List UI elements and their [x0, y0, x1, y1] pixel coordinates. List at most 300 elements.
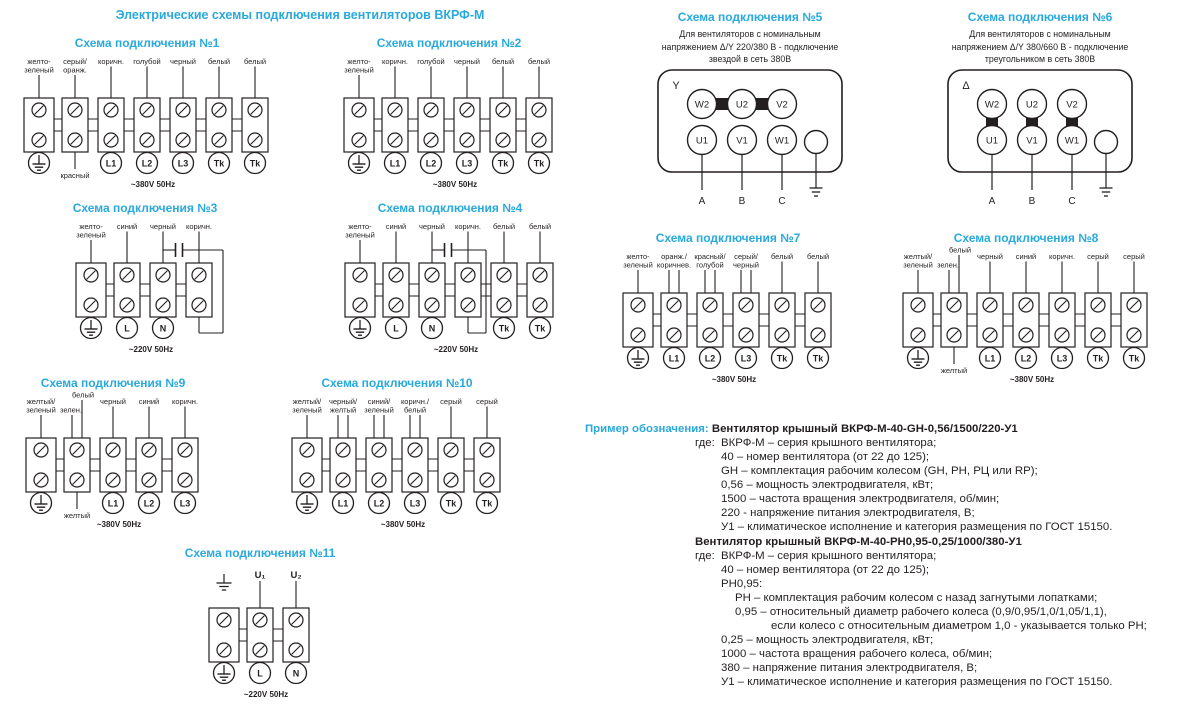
- screw-terminal-icon: [248, 133, 262, 147]
- scheme-3: [45, 201, 245, 362]
- screw-terminal-icon: [444, 443, 458, 457]
- page-title: Электрические схемы подключения вентиляторов ВКРФ-М: [115, 8, 485, 22]
- svg-text:L2: L2: [704, 353, 716, 364]
- screw-terminal-icon: [408, 473, 422, 487]
- screw-terminal-icon: [911, 328, 925, 342]
- motor-terminal: [768, 125, 797, 154]
- scheme-2: [330, 36, 568, 197]
- terminal-id: [139, 493, 160, 514]
- svg-text:U₁: U₁: [254, 570, 266, 581]
- svg-text:зеленый: зеленый: [26, 405, 56, 415]
- example-2-lines: [721, 549, 1184, 689]
- terminal-block: [1085, 252, 1111, 347]
- scheme-8-title: Схема подключения №8: [953, 231, 1099, 245]
- screw-terminal-icon: [300, 473, 314, 487]
- screw-terminal-icon: [703, 328, 717, 342]
- scheme-1-diagram: [10, 52, 284, 197]
- svg-text:черный/: черный/: [328, 397, 358, 406]
- screw-terminal-icon: [532, 133, 546, 147]
- terminal-block: [417, 57, 444, 152]
- example-line: У1 – климатическое исполнение и категория размещения по ГОСТ 15150.: [721, 676, 1113, 688]
- ground-terminal-icon: [349, 153, 370, 174]
- terminal-block: [172, 397, 198, 492]
- terminal-id: [477, 493, 498, 514]
- terminal-id: [333, 493, 354, 514]
- screw-terminal-icon: [425, 298, 439, 312]
- svg-text:синий: синий: [1015, 252, 1037, 261]
- svg-text:L1: L1: [107, 498, 119, 509]
- svg-text:коричн.: коричн.: [381, 57, 409, 66]
- scheme-4-diagram: [328, 217, 572, 362]
- screw-terminal-icon: [176, 103, 190, 117]
- svg-text:L: L: [257, 668, 263, 679]
- svg-text:Δ: Δ: [962, 79, 970, 92]
- screw-terminal-icon: [532, 103, 546, 117]
- scheme-2-title: Схема подключения №2: [376, 36, 522, 50]
- screw-terminal-icon: [775, 328, 789, 342]
- screw-terminal-icon: [703, 298, 717, 312]
- desc-line: Для вентиляторов с номинальным: [679, 29, 821, 39]
- screw-terminal-icon: [32, 133, 46, 147]
- scheme-4-title: Схема подключения №4: [377, 201, 523, 215]
- terminal-strip-diagram: [331, 217, 569, 357]
- screw-terminal-icon: [1091, 328, 1105, 342]
- terminal-block: [133, 57, 160, 152]
- svg-text:U1: U1: [695, 134, 709, 146]
- terminal-id: [385, 153, 406, 174]
- svg-text:Tk: Tk: [498, 323, 510, 334]
- svg-text:L: L: [393, 323, 399, 334]
- screw-terminal-icon: [68, 133, 82, 147]
- screw-terminal-icon: [84, 268, 98, 282]
- svg-text:A: A: [988, 195, 996, 207]
- terminal-block: [623, 252, 653, 347]
- scheme-4: [328, 201, 572, 362]
- terminal-id: [152, 318, 173, 339]
- screw-terminal-icon: [372, 443, 386, 457]
- ground-terminal: [1095, 130, 1118, 153]
- svg-text:желтый/: желтый/: [26, 397, 56, 406]
- terminal-strip-diagram: [12, 392, 214, 532]
- svg-text:W1: W1: [1064, 134, 1080, 146]
- svg-text:L1: L1: [668, 353, 680, 364]
- svg-text:белый: белый: [491, 57, 515, 66]
- screw-terminal-icon: [1127, 328, 1141, 342]
- svg-text:N: N: [159, 323, 166, 334]
- svg-text:коричн.: коричн.: [1048, 252, 1076, 261]
- svg-text:Tk: Tk: [445, 498, 457, 509]
- desc-line: напряжением Δ/Y 220/380 В - подключение: [661, 41, 839, 52]
- svg-text:L3: L3: [409, 498, 421, 509]
- svg-text:Tk: Tk: [213, 158, 225, 169]
- terminal-block: [805, 252, 831, 347]
- screw-terminal-icon: [983, 298, 997, 312]
- screw-terminal-icon: [775, 298, 789, 312]
- scheme-8: [888, 231, 1164, 392]
- svg-text:коричн.: коричн.: [97, 57, 125, 66]
- example-line: РН0,95:: [721, 578, 763, 590]
- svg-text:белый: белый: [243, 57, 267, 66]
- svg-text:черный: черный: [454, 57, 480, 66]
- terminal-id: [808, 348, 829, 369]
- scheme-10-title: Схема подключения №10: [321, 376, 473, 390]
- svg-text:черный: черный: [100, 397, 126, 406]
- terminal-block: [209, 608, 239, 662]
- terminal-id: [245, 153, 266, 174]
- example-2-body: [695, 549, 1184, 689]
- example-1-heading: [585, 422, 1184, 436]
- svg-text:синий: синий: [385, 222, 407, 231]
- motor-terminal: [768, 89, 797, 118]
- svg-text:серый: серый: [1087, 252, 1109, 261]
- svg-text:серый/: серый/: [734, 252, 758, 261]
- screw-terminal-icon: [34, 443, 48, 457]
- svg-text:L1: L1: [337, 498, 349, 509]
- svg-text:белый: белый: [403, 405, 427, 415]
- svg-text:L3: L3: [1056, 353, 1068, 364]
- svg-text:коричн./: коричн./: [400, 397, 430, 406]
- svg-text:белый: белый: [71, 392, 95, 400]
- svg-text:белый: белый: [948, 247, 972, 255]
- ground-terminal-icon: [628, 348, 649, 369]
- svg-text:голубой: голубой: [133, 57, 161, 66]
- screw-terminal-icon: [947, 298, 961, 312]
- terminal-block: [977, 252, 1003, 347]
- terminal-block: [344, 57, 374, 152]
- motor-terminal-box-diagram: [650, 66, 850, 212]
- svg-text:L3: L3: [740, 353, 752, 364]
- desc-line: Для вентиляторов с номинальным: [969, 29, 1111, 39]
- svg-text:желтый/: желтый/: [903, 252, 933, 261]
- svg-text:серый/: серый/: [63, 57, 87, 66]
- screw-terminal-icon: [352, 133, 366, 147]
- screw-terminal-icon: [460, 133, 474, 147]
- motor-terminal: [978, 89, 1007, 118]
- scheme-11-title: Схема подключения №11: [184, 546, 336, 560]
- screw-terminal-icon: [631, 298, 645, 312]
- terminal-id: [493, 153, 514, 174]
- ground-terminal-icon: [908, 348, 929, 369]
- scheme-7: [602, 231, 854, 392]
- svg-text:L2: L2: [425, 158, 437, 169]
- example-1-body: [695, 436, 1184, 534]
- screw-terminal-icon: [497, 268, 511, 282]
- screw-terminal-icon: [1019, 298, 1033, 312]
- terminal-id: [529, 153, 550, 174]
- terminal-block: [364, 397, 394, 492]
- svg-text:желтый/: желтый/: [292, 397, 322, 406]
- example-line: У1 – климатическое исполнение и категория размещения по ГОСТ 15150.: [721, 521, 1113, 533]
- terminal-block: [24, 57, 54, 152]
- svg-text:черный: черный: [977, 252, 1003, 261]
- screw-terminal-icon: [631, 328, 645, 342]
- svg-text:желто-: желто-: [348, 222, 372, 231]
- svg-text:U2: U2: [1025, 98, 1039, 110]
- svg-text:голубой: голубой: [696, 260, 724, 270]
- screw-terminal-icon: [480, 473, 494, 487]
- motor-terminal: [728, 89, 757, 118]
- svg-text:N: N: [428, 323, 436, 334]
- example-line: 0,95 – относительный диаметр рабочего колеса (0,9/0,95/1,0/1,05/1,1),: [735, 606, 1107, 618]
- terminal-block: [454, 57, 480, 152]
- ground-terminal-icon: [297, 493, 318, 514]
- screw-terminal-icon: [156, 268, 170, 282]
- scheme-6: [890, 10, 1184, 217]
- motor-terminal: [1018, 125, 1047, 154]
- example-line: если колесо с относительным диаметром 1,0 - указывается только РН;: [771, 620, 1147, 632]
- svg-text:серый: серый: [440, 397, 462, 406]
- terminal-block: [1121, 252, 1147, 347]
- screw-terminal-icon: [34, 473, 48, 487]
- screw-terminal-icon: [533, 268, 547, 282]
- svg-text:зеленый: зеленый: [24, 65, 54, 75]
- svg-text:L3: L3: [179, 498, 191, 509]
- example-line: 1500 – частота вращения электродвигателя, об/мин;: [721, 493, 1000, 505]
- svg-text:L2: L2: [141, 158, 153, 169]
- ground-terminal-icon: [350, 318, 371, 339]
- svg-text:желтый: желтый: [940, 366, 968, 375]
- terminal-block: [185, 222, 211, 317]
- terminal-strip-diagram: [278, 392, 516, 532]
- motor-terminal: [1018, 89, 1047, 118]
- svg-text:коричн.: коричн.: [171, 397, 199, 406]
- scheme-7-diagram: [602, 247, 854, 392]
- screw-terminal-icon: [336, 443, 350, 457]
- scheme-2-diagram: [330, 52, 568, 197]
- scheme-10-diagram: [278, 392, 516, 537]
- screw-terminal-icon: [1127, 298, 1141, 312]
- ground-terminal-icon: [214, 663, 235, 684]
- svg-text:серый: серый: [1123, 252, 1145, 261]
- svg-text:L1: L1: [105, 158, 117, 169]
- svg-text:W2: W2: [694, 98, 710, 110]
- svg-text:коричн.: коричн.: [454, 222, 482, 231]
- svg-text:черный: черный: [419, 222, 445, 231]
- svg-text:~380V 50Hz: ~380V 50Hz: [130, 180, 176, 189]
- svg-text:Y: Y: [672, 79, 680, 92]
- screw-terminal-icon: [217, 613, 231, 627]
- terminal-id: [173, 153, 194, 174]
- svg-text:голубой: голубой: [417, 57, 445, 66]
- screw-terminal-icon: [1055, 328, 1069, 342]
- screw-terminal-icon: [176, 133, 190, 147]
- screw-terminal-icon: [533, 298, 547, 312]
- svg-text:L2: L2: [373, 498, 385, 509]
- svg-text:B: B: [1028, 195, 1036, 207]
- svg-text:L1: L1: [984, 353, 996, 364]
- screw-terminal-icon: [142, 443, 156, 457]
- terminal-block: [247, 570, 273, 662]
- screw-terminal-icon: [253, 613, 267, 627]
- terminal-strip-diagram: [609, 247, 847, 387]
- screw-terminal-icon: [156, 298, 170, 312]
- terminal-block: [694, 252, 726, 347]
- example-2-title: Вентилятор крышный ВКРФ-М-40-РН0,95-0,25/1000/380-У1: [695, 536, 1022, 548]
- svg-text:желто-: желто-: [27, 57, 51, 66]
- terminal-block: [114, 222, 140, 317]
- screw-terminal-icon: [739, 328, 753, 342]
- svg-text:желто-: желто-: [78, 222, 103, 231]
- terminal-id: [103, 493, 124, 514]
- svg-text:B: B: [738, 195, 746, 207]
- example-line: 0,56 – мощность электродвигателя, кВт;: [721, 479, 934, 491]
- terminal-block: [242, 57, 268, 152]
- svg-text:Tk: Tk: [776, 353, 788, 364]
- scheme-5-title: Схема подключения №5: [677, 10, 823, 24]
- terminal-block: [1049, 252, 1075, 347]
- scheme-6-diagram: [890, 66, 1184, 217]
- svg-text:белый: белый: [527, 57, 551, 66]
- screw-terminal-icon: [496, 103, 510, 117]
- example-line: 0,25 – мощность электродвигателя, кВт;: [721, 634, 934, 646]
- svg-text:N: N: [292, 668, 300, 679]
- screw-terminal-icon: [408, 443, 422, 457]
- screw-terminal-icon: [480, 443, 494, 457]
- terminal-block: [283, 570, 309, 662]
- screw-terminal-icon: [248, 103, 262, 117]
- screw-terminal-icon: [496, 133, 510, 147]
- terminal-block: [26, 397, 56, 492]
- terminal-strip-diagram: [330, 52, 568, 192]
- terminal-id: [422, 318, 443, 339]
- screw-terminal-icon: [1019, 328, 1033, 342]
- svg-text:Tk: Tk: [249, 158, 261, 169]
- svg-text:W1: W1: [774, 134, 790, 146]
- terminal-block: [438, 397, 464, 492]
- svg-text:Tk: Tk: [1128, 353, 1140, 364]
- example-1-lines: [721, 436, 1184, 534]
- svg-text:U1: U1: [985, 134, 999, 146]
- screw-terminal-icon: [32, 103, 46, 117]
- svg-text:~380V 50Hz: ~380V 50Hz: [1009, 375, 1055, 384]
- screw-terminal-icon: [983, 328, 997, 342]
- svg-text:зеленый: зеленый: [292, 405, 322, 415]
- screw-terminal-icon: [106, 443, 120, 457]
- terminal-id: [137, 153, 158, 174]
- ground-terminal-icon: [31, 493, 52, 514]
- terminal-block: [937, 247, 971, 347]
- terminal-id: [209, 153, 230, 174]
- terminal-id: [175, 493, 196, 514]
- screw-terminal-icon: [388, 103, 402, 117]
- screw-terminal-icon: [142, 473, 156, 487]
- svg-text:W2: W2: [984, 98, 1000, 110]
- svg-text:~380V 50Hz: ~380V 50Hz: [380, 520, 426, 529]
- motor-terminal: [1058, 89, 1087, 118]
- screw-terminal-icon: [1055, 298, 1069, 312]
- example-line: 380 – напряжение питания электродвигателя, В;: [721, 662, 978, 674]
- earth-icon: [217, 574, 232, 590]
- terminal-strip-diagram: [62, 217, 229, 357]
- terminal-block: [292, 397, 322, 492]
- motor-terminal: [688, 125, 717, 154]
- terminal-id: [116, 318, 137, 339]
- example-1-title: Вентилятор крышный ВКРФ-М-40-GH-0,56/1500/220-У1: [711, 423, 1018, 435]
- svg-text:белый: белый: [770, 252, 794, 261]
- terminal-id: [101, 153, 122, 174]
- terminal-id: [405, 493, 426, 514]
- screw-terminal-icon: [424, 103, 438, 117]
- svg-text:L1: L1: [389, 158, 401, 169]
- terminal-block: [62, 57, 88, 152]
- svg-text:~380V 50Hz: ~380V 50Hz: [432, 180, 478, 189]
- screw-terminal-icon: [104, 133, 118, 147]
- scheme-9: [8, 376, 218, 537]
- terminal-id: [736, 348, 757, 369]
- svg-text:зеленый: зеленый: [364, 405, 394, 415]
- screw-terminal-icon: [461, 298, 475, 312]
- terminal-block: [60, 392, 94, 492]
- svg-text:~220V 50Hz: ~220V 50Hz: [128, 345, 173, 354]
- example-line: РН – комплектация рабочим колесом с назад загнутыми лопатками;: [735, 592, 1098, 604]
- svg-text:Tk: Tk: [481, 498, 493, 509]
- svg-text:A: A: [698, 195, 706, 207]
- svg-text:белый: белый: [492, 222, 516, 231]
- screw-terminal-icon: [106, 473, 120, 487]
- svg-text:серый: серый: [476, 397, 498, 406]
- svg-text:зелен.: зелен.: [59, 405, 83, 415]
- terminal-block: [401, 397, 430, 492]
- screw-terminal-icon: [667, 298, 681, 312]
- terminal-id: [457, 153, 478, 174]
- terminal-block: [491, 222, 517, 317]
- screw-terminal-icon: [353, 298, 367, 312]
- svg-text:~220V 50Hz: ~220V 50Hz: [243, 690, 289, 699]
- terminal-block: [150, 222, 176, 317]
- screw-terminal-icon: [911, 298, 925, 312]
- svg-text:V1: V1: [736, 134, 748, 146]
- terminal-id: [1016, 348, 1037, 369]
- svg-text:оранж.: оранж.: [63, 65, 87, 75]
- svg-text:Tk: Tk: [497, 158, 509, 169]
- svg-text:C: C: [778, 195, 786, 207]
- svg-text:L2: L2: [1020, 353, 1032, 364]
- terminal-block: [903, 252, 933, 347]
- screw-terminal-icon: [811, 298, 825, 312]
- screw-terminal-icon: [70, 473, 84, 487]
- svg-text:синий/: синий/: [367, 397, 391, 406]
- terminal-id: [441, 493, 462, 514]
- svg-text:черный: черный: [149, 222, 176, 231]
- svg-text:красный: красный: [60, 171, 90, 180]
- terminal-id: [530, 318, 551, 339]
- svg-text:желто-: желто-: [347, 57, 371, 66]
- svg-text:Tk: Tk: [534, 323, 546, 334]
- svg-text:~380V 50Hz: ~380V 50Hz: [96, 520, 142, 529]
- example-line: 1000 – частота вращения рабочего колеса, об/мин;: [721, 648, 993, 660]
- svg-text:коричнев.: коричнев.: [656, 260, 692, 270]
- svg-text:V2: V2: [776, 98, 788, 110]
- screw-terminal-icon: [667, 328, 681, 342]
- svg-text:оранж./: оранж./: [661, 252, 687, 261]
- svg-text:белый: белый: [806, 252, 830, 261]
- svg-text:Tk: Tk: [533, 158, 545, 169]
- example-line: 40 – номер вентилятора (от 22 до 125);: [721, 564, 930, 576]
- terminal-block: [98, 57, 124, 152]
- example-line: ВКРФ-М – серия крышного вентилятора;: [721, 550, 937, 562]
- svg-text:черный: черный: [733, 260, 759, 270]
- svg-text:белый: белый: [207, 57, 231, 66]
- screw-terminal-icon: [444, 473, 458, 487]
- svg-text:зелен.: зелен.: [936, 260, 960, 270]
- terminal-block: [455, 222, 481, 317]
- svg-text:коричн.: коричн.: [185, 222, 212, 231]
- screw-terminal-icon: [388, 133, 402, 147]
- svg-text:черный: черный: [170, 57, 196, 66]
- terminal-id: [1124, 348, 1145, 369]
- terminal-block: [345, 222, 375, 317]
- terminal-block: [206, 57, 232, 152]
